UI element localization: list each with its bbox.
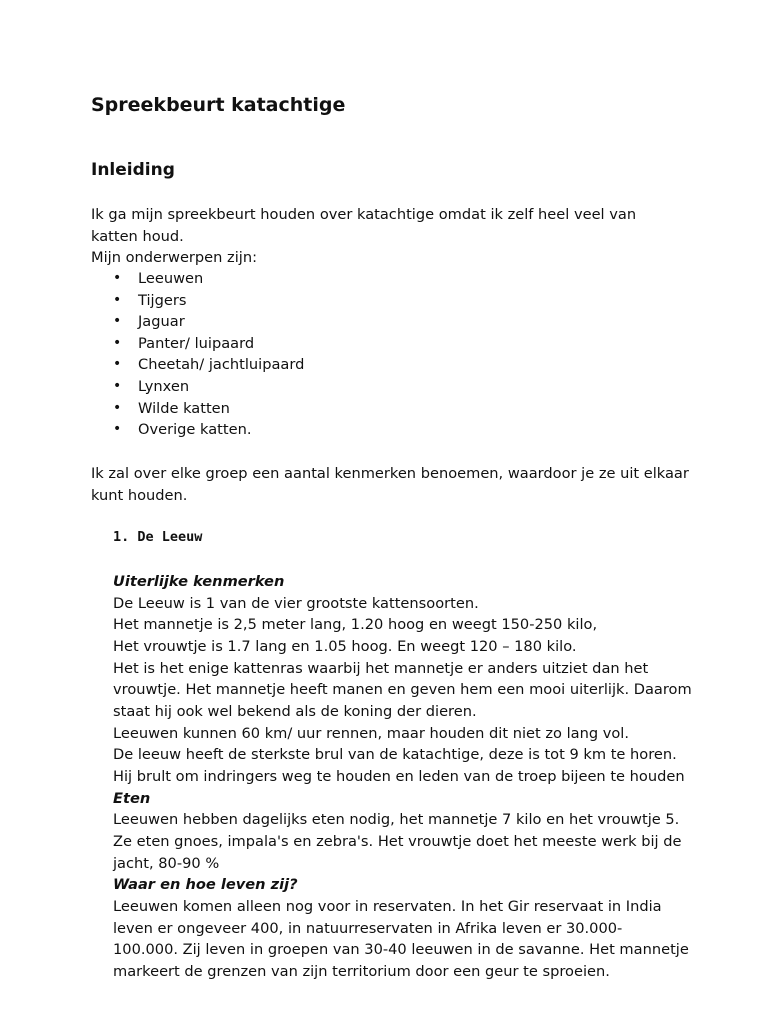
intro-line: Ik ga mijn spreekbeurt houden over katachtige omdat ik zelf heel veel van [91, 206, 637, 223]
outro-paragraph [91, 463, 691, 506]
topic-item: • Lynxen [113, 376, 304, 398]
body-line: Leeuwen hebben dagelijks eten nodig, het mannetje 7 kilo en het vrouwtje 5. [113, 811, 680, 829]
body-line: markeert de grenzen van zijn territorium door een geur te sproeien. [113, 962, 610, 980]
body-line: Ze eten gnoes, impala's en zebra's. Het vrouwtje doet het meeste werk bij de [113, 832, 682, 850]
body-line: De leeuw heeft de sterkste brul van de katachtige, deze is tot 9 km te horen. [113, 746, 677, 764]
body-line: Het mannetje is 2,5 meter lang, 1.20 hoog en weegt 150-250 kilo, [113, 616, 598, 634]
intro-paragraph [91, 204, 691, 269]
subheading-eten: Eten [113, 789, 151, 807]
topic-item: • Panter/ luipaard [113, 333, 304, 355]
intro-line: Mijn onderwerpen zijn: [91, 249, 257, 267]
document-title: Spreekbeurt katachtige [91, 94, 346, 116]
topic-item: • Leeuwen [113, 268, 304, 290]
body-line: staat hij ook wel bekend als de koning der dieren. [113, 702, 477, 720]
section-body-leeuw [113, 571, 703, 982]
body-line: Hij brult om indringers weg te houden en leden van de troep bijeen te houden [113, 767, 685, 785]
outro-line: Ik zal over elke groep een aantal kenmerken benoemen, waardoor je ze uit elkaar [91, 465, 689, 482]
topics-list [113, 268, 304, 441]
topic-item: • Tijgers [113, 290, 304, 312]
intro-line: katten houd. [91, 227, 184, 245]
body-line: Leeuwen komen alleen nog voor in reservaten. In het Gir reservaat in India [113, 897, 662, 915]
section-heading-leeuw: 1. De Leeuw [113, 529, 203, 545]
topic-item: • Overige katten. [113, 419, 304, 441]
subheading-uiterlijk: Uiterlijke kenmerken [113, 573, 285, 590]
body-line: leven er ongeveer 400, in natuurreservaten in Afrika leven er 30.000- [113, 919, 623, 937]
subheading-leefwijze: Waar en hoe leven zij? [113, 876, 298, 894]
body-line: 100.000. Zij leven in groepen van 30-40 leeuwen in de savanne. Het mannetje [113, 941, 689, 959]
topic-item: • Cheetah/ jachtluipaard [113, 354, 304, 376]
body-line: jacht, 80-90 % [113, 854, 220, 872]
body-line: Het vrouwtje is 1.7 lang en 1.05 hoog. En weegt 120 – 180 kilo. [113, 637, 577, 655]
body-line: Het is het enige kattenras waarbij het mannetje er anders uitziet dan het [113, 659, 649, 677]
topic-item: • Jaguar [113, 311, 304, 333]
topic-item: • Wilde katten [113, 398, 304, 420]
body-line: Leeuwen kunnen 60 km/ uur rennen, maar houden dit niet zo lang vol. [113, 724, 629, 742]
body-line: De Leeuw is 1 van de vier grootste kattensoorten. [113, 594, 479, 612]
outro-line: kunt houden. [91, 486, 188, 504]
intro-heading: Inleiding [91, 160, 175, 180]
body-line: vrouwtje. Het mannetje heeft manen en geven hem een mooi uiterlijk. Daarom [113, 681, 692, 699]
